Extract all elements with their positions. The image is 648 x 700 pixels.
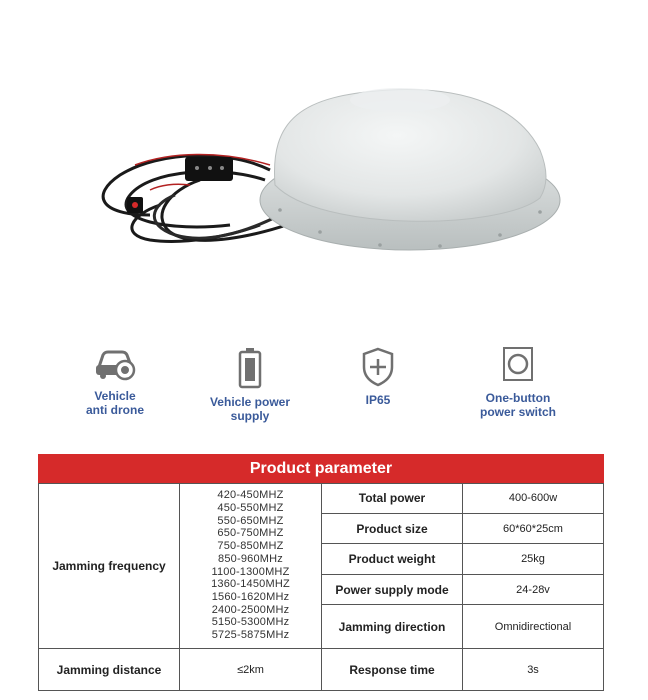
row-label: Power supply mode bbox=[322, 575, 463, 605]
row-label: Product size bbox=[322, 514, 463, 544]
frequency-item: 650-750MHZ bbox=[217, 527, 284, 540]
frequency-item: 5725-5875MHz bbox=[211, 629, 290, 642]
feature-label-4: One-button bbox=[485, 391, 551, 405]
jamming-distance-label: Jamming distance bbox=[38, 649, 180, 691]
feature-vehicle-power-supply bbox=[185, 347, 315, 423]
row-value: 400-600w bbox=[463, 483, 604, 514]
frequency-item: 420-450MHZ bbox=[217, 489, 284, 502]
frequency-item: 450-550MHZ bbox=[217, 501, 284, 514]
shield-plus-icon bbox=[360, 347, 396, 387]
response-time-label: Response time bbox=[322, 649, 463, 691]
feature-label-1: Vehicle bbox=[94, 389, 136, 403]
frequency-item: 850-960MHz bbox=[218, 552, 283, 565]
row-value: 24-28v bbox=[463, 575, 604, 605]
table-title: Product parameter bbox=[38, 454, 604, 483]
frequency-item: 1100-1300MHZ bbox=[211, 565, 290, 578]
row-label: Total power bbox=[322, 483, 463, 514]
frequency-list bbox=[211, 489, 290, 641]
response-time-value: 3s bbox=[463, 649, 604, 691]
power-button-icon bbox=[500, 345, 536, 385]
battery-icon bbox=[237, 347, 263, 389]
frequency-list-cell bbox=[180, 483, 322, 649]
jamming-distance-value: ≤2km bbox=[180, 649, 322, 691]
feature-ip65 bbox=[313, 347, 443, 407]
feature-label-2b: supply bbox=[230, 409, 270, 423]
feature-label-1b: anti drone bbox=[85, 403, 144, 417]
row-value: Omnidirectional bbox=[463, 605, 604, 649]
feature-vehicle-anti-drone bbox=[50, 345, 180, 417]
frequency-item: 5150-5300MHz bbox=[211, 616, 290, 629]
frequency-item: 1360-1450MHZ bbox=[211, 578, 290, 591]
car-drone-icon bbox=[93, 345, 137, 383]
row-label: Product weight bbox=[322, 544, 463, 575]
row-value: 60*60*25cm bbox=[463, 514, 604, 544]
product-photo bbox=[0, 0, 648, 330]
jamming-frequency-label: Jamming frequency bbox=[38, 483, 180, 649]
frequency-item: 550-650MHZ bbox=[217, 514, 284, 527]
row-value: 25kg bbox=[463, 544, 604, 575]
frequency-item: 2400-2500MHz bbox=[211, 603, 290, 616]
row-label: Jamming direction bbox=[322, 605, 463, 649]
feature-label-2: Vehicle power bbox=[209, 395, 291, 409]
frequency-item: 750-850MHZ bbox=[217, 540, 284, 553]
frequency-item: 1560-1620MHz bbox=[211, 590, 290, 603]
feature-one-button-power-switch bbox=[453, 345, 583, 419]
feature-label-4b: power switch bbox=[479, 405, 556, 419]
feature-label-3: IP65 bbox=[365, 393, 391, 407]
